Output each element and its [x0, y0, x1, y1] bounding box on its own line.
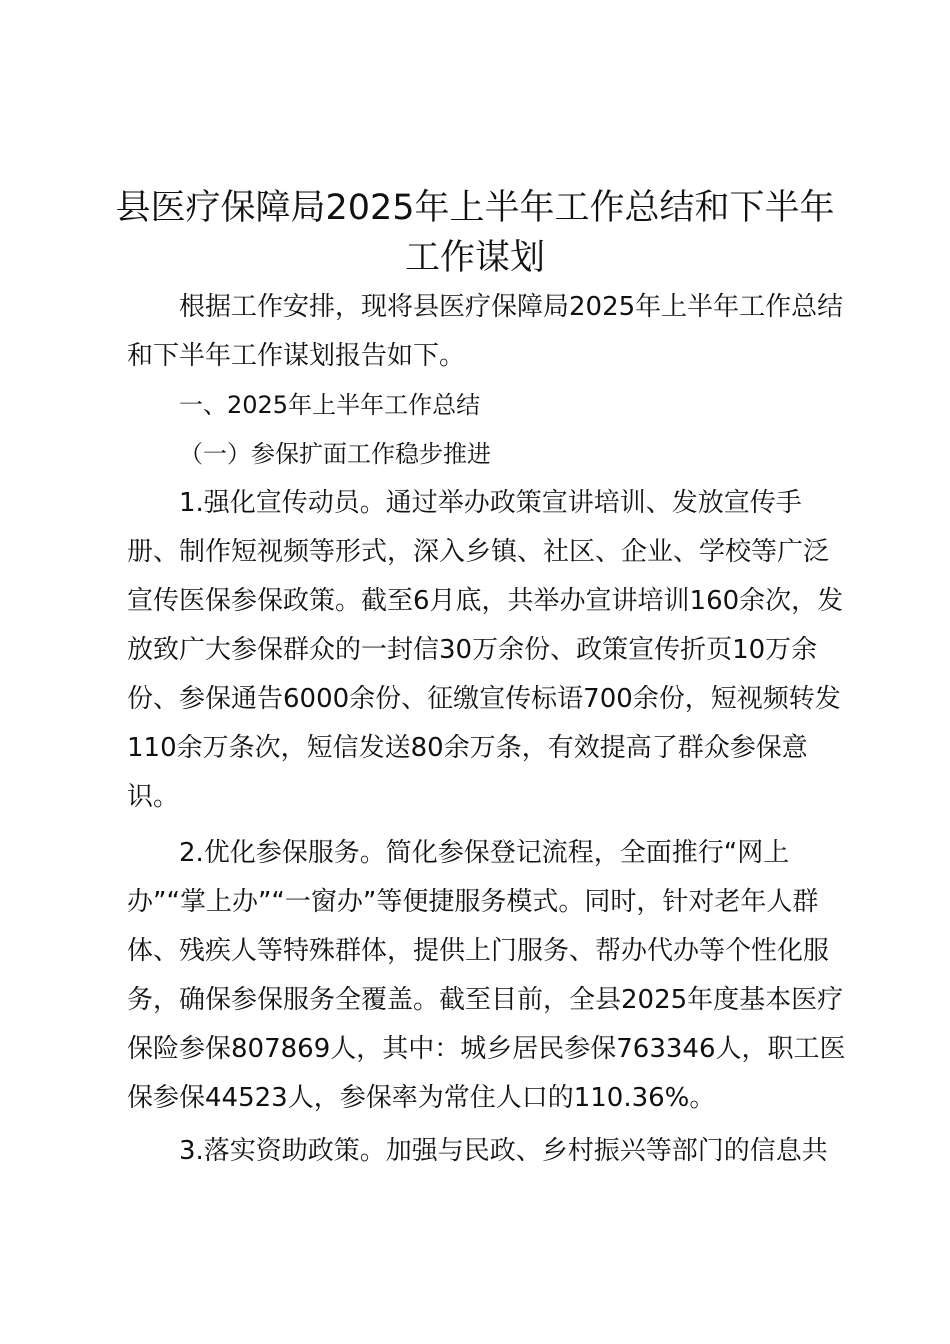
- subsection-heading: （一）参保扩面工作稳步推进: [179, 440, 491, 468]
- section-heading: 一、2025年上半年工作总结: [179, 391, 481, 419]
- intro-paragraph: 根据工作安排，现将县医疗保障局2025年上半年工作总结和下半年工作谋划报告如下。: [127, 292, 844, 371]
- paragraph-3: 3.落实资助政策。加强与民政、乡村振兴等部门的信息共: [179, 1136, 828, 1166]
- document-title: 县医疗保障局2025年上半年工作总结和下半年工作谋划: [115, 188, 835, 278]
- paragraph-1: 1.强化宣传动员。通过举办政策宣讲培训、发放宣传手册、制作短视频等形式，深入乡镇、社区、企业、学校等广泛宣传医保参保政策。截至6月底，共举办宣讲培训160余次，发放致广大参保群众的一封信30万余份、政策宣传折页10万余份、参保通告6000余份、征缴宣传标语700余份，短视频转发110余万条次，短信发送80余万条，有效提高了群众参保意识。: [127, 488, 844, 812]
- paragraph-2: 2.优化参保服务。简化参保登记流程，全面推行“网上办”“掌上办”“一窗办”等便捷服务模式。同时，针对老年人群体、残疾人等特殊群体，提供上门服务、帮办代办等个性化服务，确保参保服务全覆盖。截至目前，全县2025年度基本医疗保险参保807869人，其中：城乡居民参保763346人，职工医保参保44523人，参保率为常住人口的110.36%。: [127, 838, 846, 1113]
